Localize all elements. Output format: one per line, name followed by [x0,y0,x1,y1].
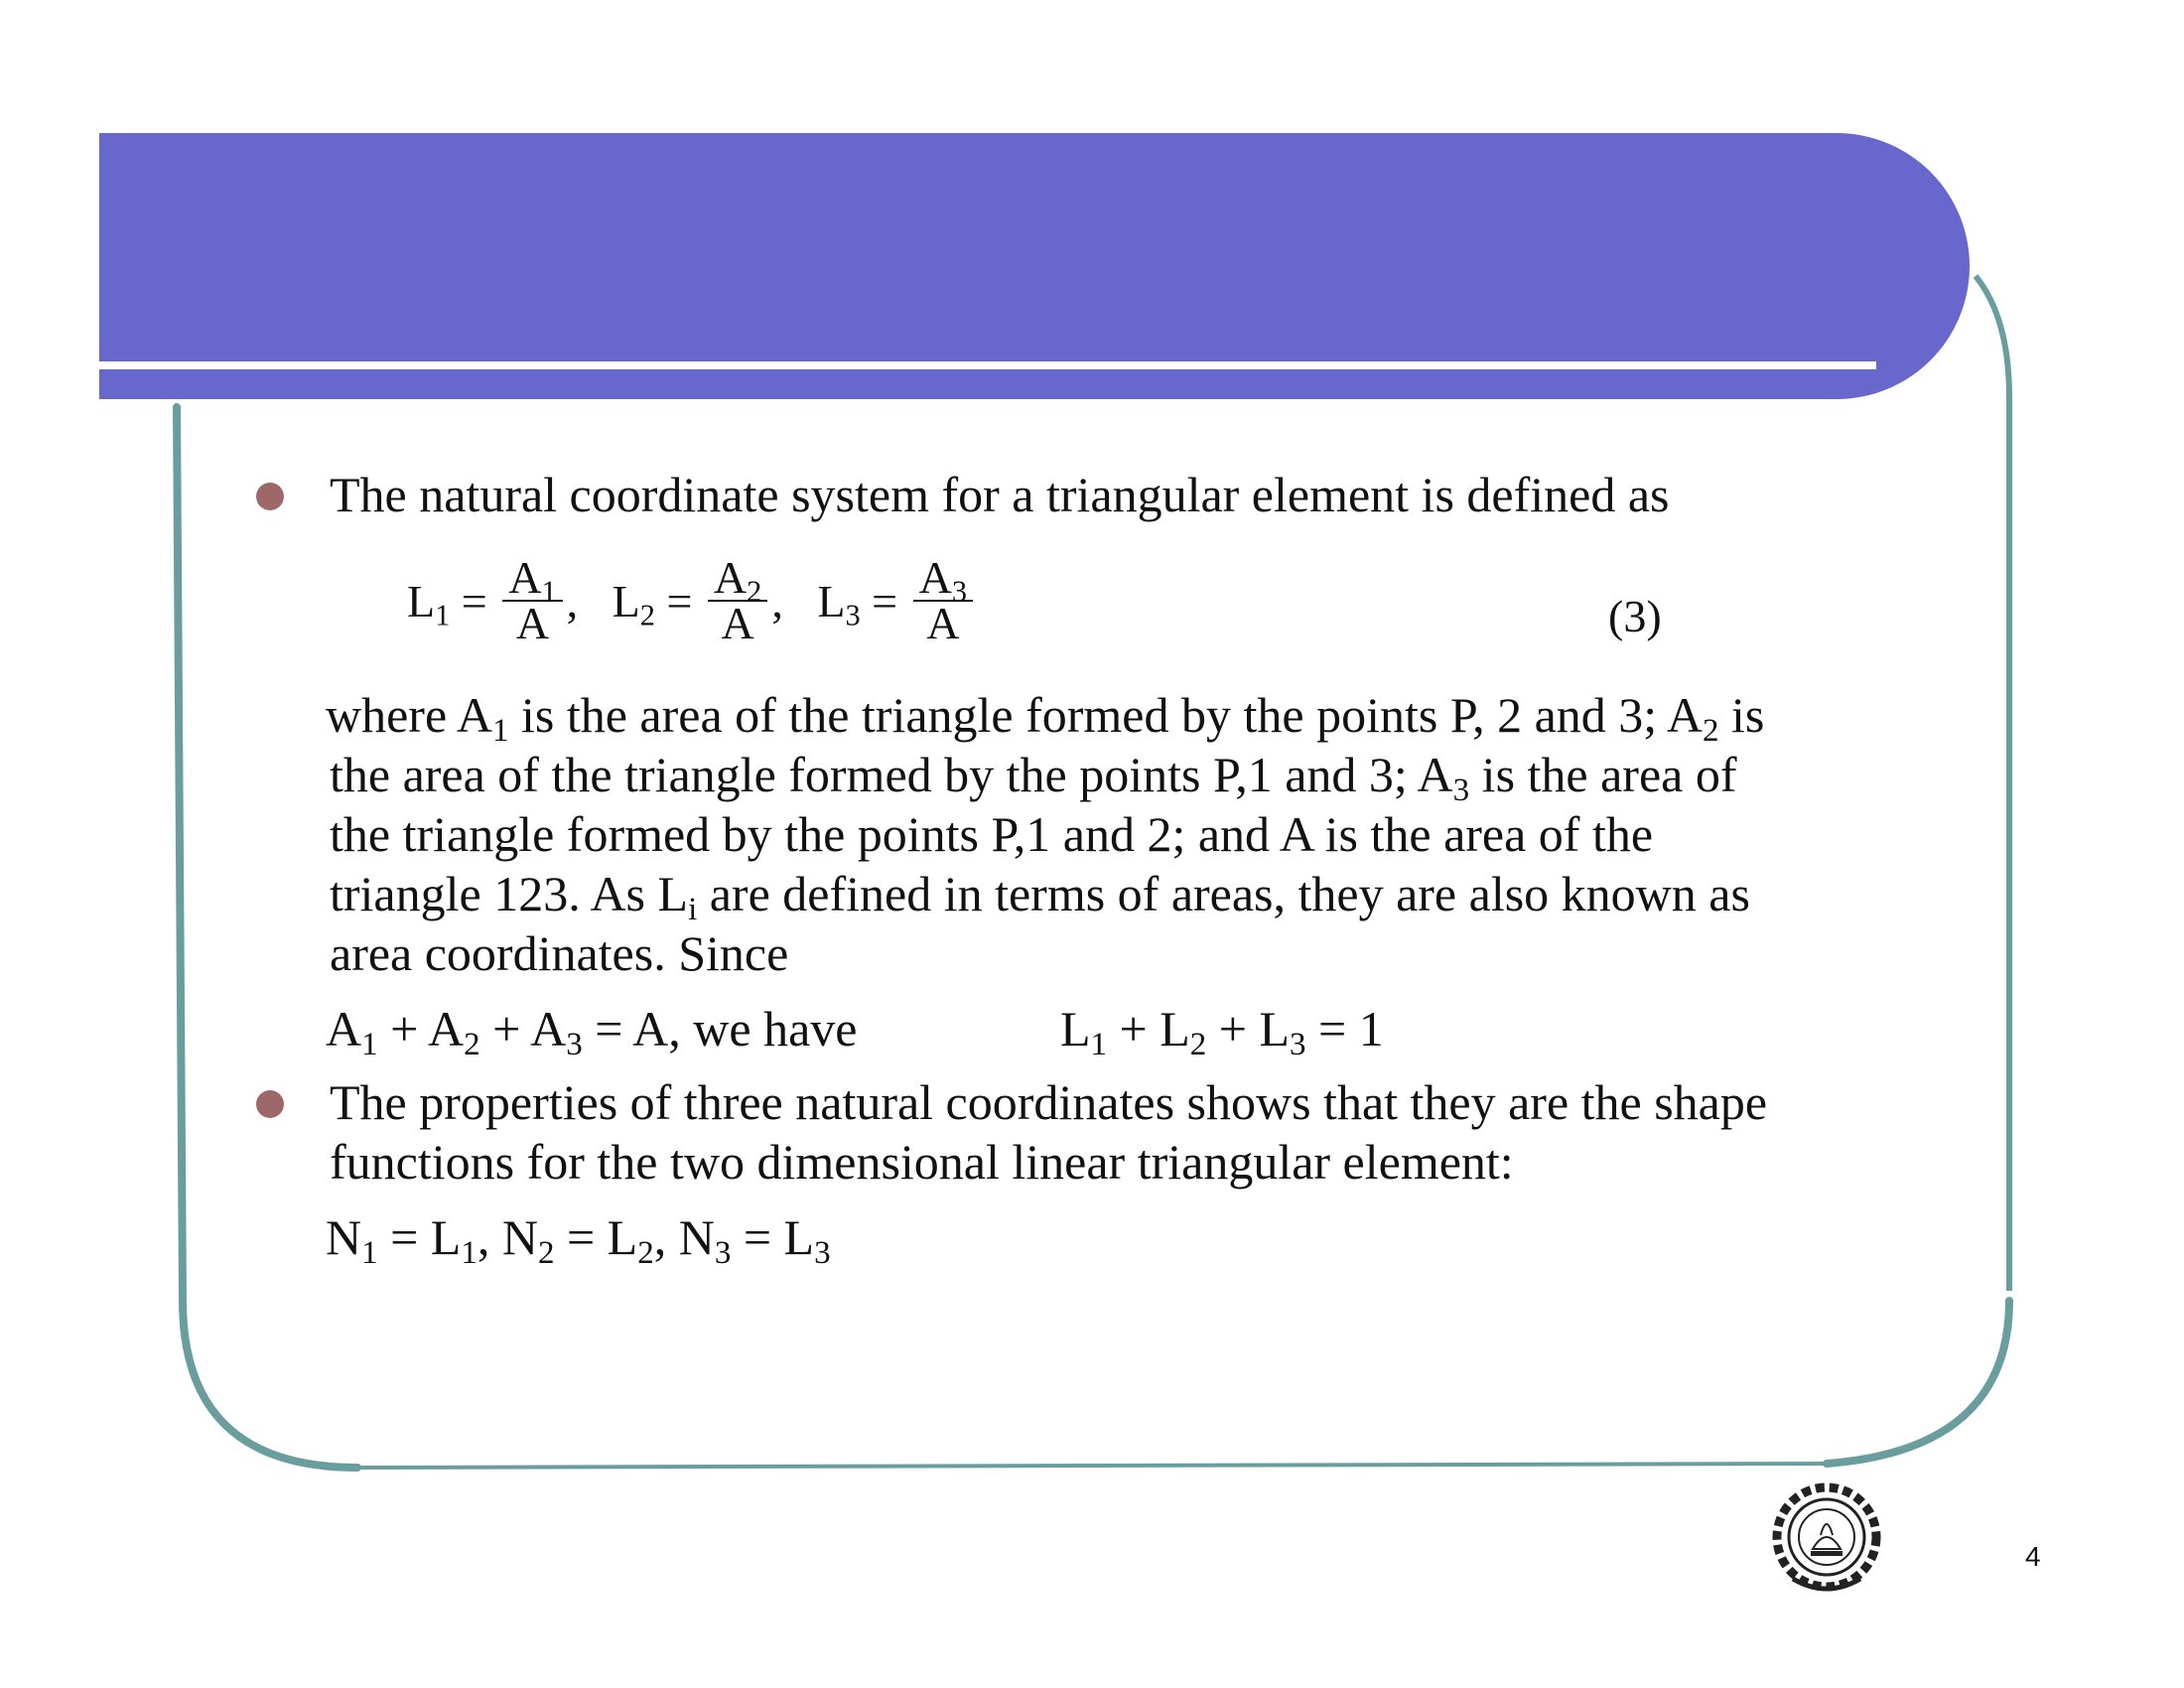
eq-frac-1: $\frac{A_1}{A}$ [502,556,562,645]
frame-right-curve [1827,1301,2009,1464]
frame-bottom-line [357,1464,1827,1468]
area-sum-line: $A_1 + A_2 + A_3 = A$, we have [326,1001,858,1063]
shape-functions-line: $N_1 = L_1$, $N_2 = L_2$, $N_3 = L_3$ [326,1209,831,1272]
page-number: 4 [2025,1541,2041,1572]
eq-frac-3: $\frac{A_3}{A}$ [913,556,973,645]
bullet-2-line-1: The properties of three natural coordinates shows that they are the shape [330,1074,1768,1130]
eq-l2: $L_2$ = [612,575,693,632]
para-line-1: where $A_1$ is the area of the triangle formed by the points P, 2 and 3; $A_2$ is [326,687,1765,750]
header-rule [99,361,1876,369]
para-line-5: area coordinates. Since [330,925,789,981]
coordinate-sum-line: $L_1 + L_2 + L_3 = 1$ [1060,1001,1384,1063]
area-coordinate-equation: $L_1$ = $\frac{A_1}{A}$ , $L_2$ = $\frac{A_2}{A}$ , $L_3$ = $\frac{A_3}{A}$ [407,556,977,645]
eq-l3: $L_3$ = [817,575,898,632]
para-line-2: the area of the triangle formed by the points P,1 and 3; $A_3$ is the area of [330,747,1737,809]
bullet-2-marker [256,1090,284,1118]
bullet-1-text: The natural coordinate system for a triangular element is defined as [330,467,1670,522]
equation-number: (3) [1608,591,1662,641]
eq-l1: $L_1$ = [407,575,487,632]
frame-right-edge [1976,276,2009,1291]
para-line-3: the triangle formed by the points P,1 and 2; and A is the area of the [330,806,1654,862]
bullet-2-line-2: functions for the two dimensional linear triangular element: [330,1134,1514,1190]
eq-frac-2: $\frac{A_2}{A}$ [708,556,767,645]
bullet-1-marker [256,483,284,510]
header-band [99,133,1970,399]
para-line-4: triangle 123. As $L_i$ are defined in terms of areas, they are also known as [330,866,1750,928]
institute-seal-icon [1763,1476,1890,1603]
